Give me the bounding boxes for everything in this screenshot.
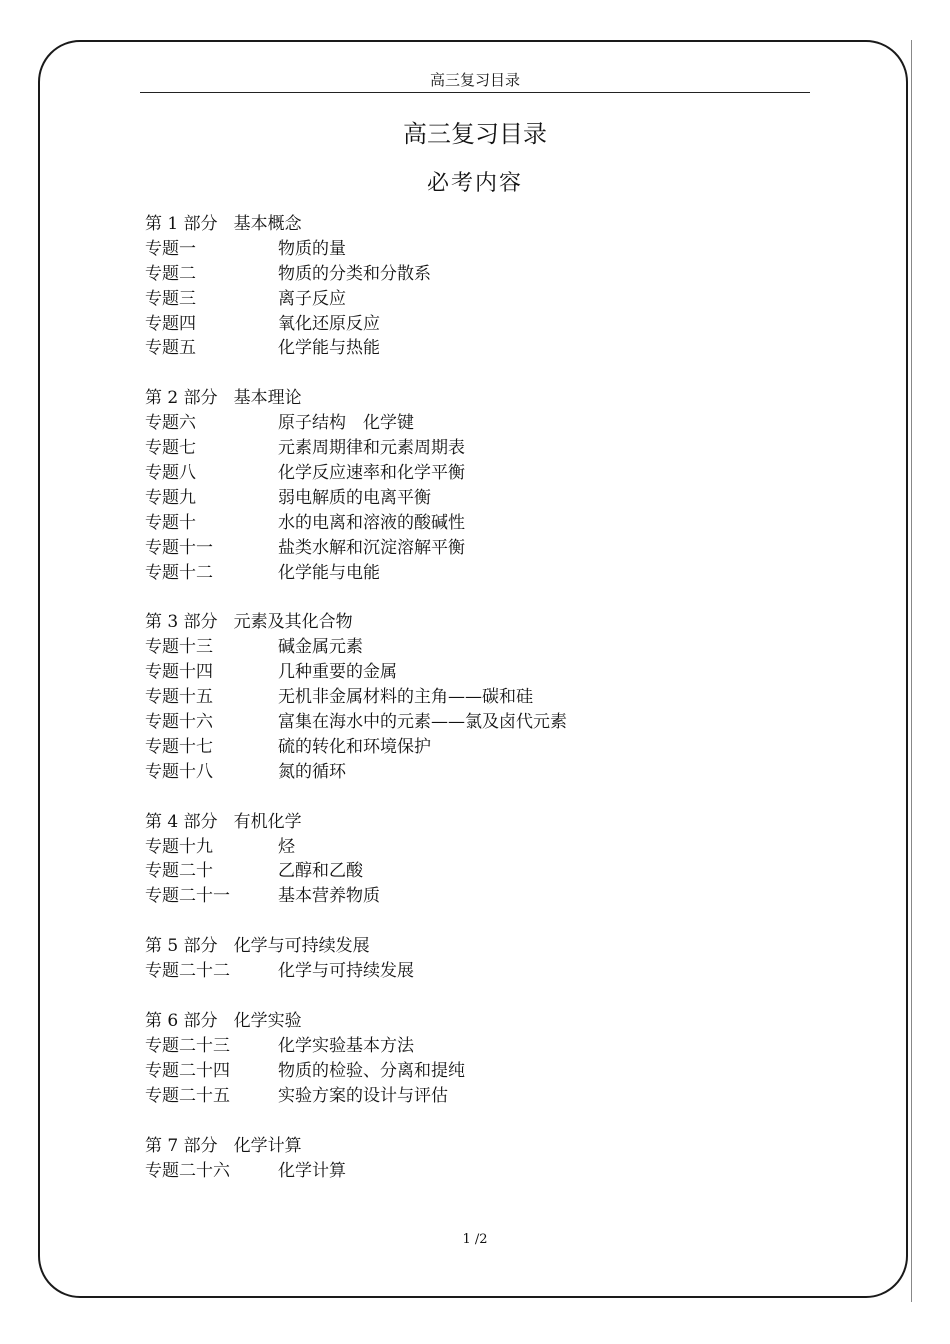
topic-name: 碱金属元素 bbox=[278, 637, 363, 658]
topic-name: 硫的转化和环境保护 bbox=[278, 736, 431, 757]
topic-row bbox=[145, 461, 785, 486]
topic-row bbox=[145, 436, 785, 461]
topic-row bbox=[145, 287, 785, 312]
topic-name: 离子反应 bbox=[278, 288, 346, 309]
part-number: 第 3 部分 bbox=[145, 612, 218, 633]
topic-row bbox=[145, 685, 785, 710]
part-name: 化学实验 bbox=[233, 1011, 302, 1032]
topic-row bbox=[145, 237, 785, 262]
topic-number: 专题十三 bbox=[145, 637, 213, 658]
topic-number: 专题十二 bbox=[145, 562, 213, 583]
table-of-contents bbox=[145, 212, 785, 1208]
topic-number: 专题八 bbox=[145, 463, 196, 484]
topic-number: 专题二十五 bbox=[145, 1085, 230, 1106]
part-number: 第 7 部分 bbox=[145, 1135, 218, 1156]
part-name: 基本理论 bbox=[233, 388, 302, 409]
page-edge-line bbox=[911, 40, 912, 1302]
topic-number: 专题十九 bbox=[145, 836, 213, 857]
topic-name: 氧化还原反应 bbox=[278, 313, 380, 334]
topic-row bbox=[145, 835, 785, 860]
topic-number: 专题二十一 bbox=[145, 886, 230, 907]
topic-row bbox=[145, 859, 785, 884]
topic-number: 专题二 bbox=[145, 263, 196, 284]
topic-number: 专题四 bbox=[145, 313, 196, 334]
topic-name: 氮的循环 bbox=[278, 761, 346, 782]
topic-number: 专题十 bbox=[145, 512, 196, 533]
topic-row bbox=[145, 760, 785, 785]
topic-number: 专题十五 bbox=[145, 687, 213, 708]
running-header: 高三复习目录 bbox=[140, 70, 810, 93]
topic-name: 化学反应速率和化学平衡 bbox=[278, 463, 465, 484]
page-subtitle: 必考内容 bbox=[426, 171, 523, 196]
topic-number: 专题十四 bbox=[145, 662, 213, 683]
part-heading bbox=[145, 386, 785, 411]
topic-name: 化学能与电能 bbox=[278, 562, 380, 583]
topic-number: 专题十一 bbox=[145, 537, 213, 558]
topic-number: 专题二十三 bbox=[145, 1035, 230, 1056]
topic-row bbox=[145, 411, 785, 436]
part-number: 第 4 部分 bbox=[145, 811, 218, 832]
part-heading bbox=[145, 610, 785, 635]
topic-row bbox=[145, 1084, 785, 1109]
toc-section bbox=[145, 934, 785, 984]
part-name: 有机化学 bbox=[233, 811, 302, 832]
topic-row bbox=[145, 884, 785, 909]
toc-section bbox=[145, 610, 785, 784]
topic-row bbox=[145, 1059, 785, 1084]
topic-name: 基本营养物质 bbox=[278, 886, 380, 907]
topic-number: 专题十七 bbox=[145, 736, 213, 757]
topic-name: 元素周期律和元素周期表 bbox=[278, 438, 465, 459]
topic-name: 化学实验基本方法 bbox=[278, 1035, 414, 1056]
topic-name: 富集在海水中的元素——氯及卤代元素 bbox=[278, 712, 567, 733]
topic-number: 专题二十六 bbox=[145, 1160, 230, 1181]
topic-name: 无机非金属材料的主角——碳和硅 bbox=[278, 687, 533, 708]
topic-number: 专题三 bbox=[145, 288, 196, 309]
topic-number: 专题二十二 bbox=[145, 961, 230, 982]
topic-number: 专题十六 bbox=[145, 712, 213, 733]
part-name: 元素及其化合物 bbox=[233, 612, 353, 633]
topic-name: 乙醇和乙酸 bbox=[278, 861, 363, 882]
topic-row bbox=[145, 660, 785, 685]
topic-name: 物质的量 bbox=[278, 238, 346, 259]
topic-row bbox=[145, 336, 785, 361]
topic-row bbox=[145, 536, 785, 561]
part-heading bbox=[145, 1134, 785, 1159]
topic-row bbox=[145, 635, 785, 660]
toc-section bbox=[145, 1134, 785, 1184]
topic-number: 专题十八 bbox=[145, 761, 213, 782]
topic-row bbox=[145, 735, 785, 760]
part-heading bbox=[145, 1009, 785, 1034]
topic-number: 专题一 bbox=[145, 238, 196, 259]
topic-name: 物质的分类和分散系 bbox=[278, 263, 431, 284]
topic-row bbox=[145, 262, 785, 287]
topic-name: 化学与可持续发展 bbox=[278, 961, 414, 982]
toc-section bbox=[145, 212, 785, 361]
toc-section bbox=[145, 386, 785, 585]
topic-name: 化学计算 bbox=[278, 1160, 346, 1181]
topic-row bbox=[145, 959, 785, 984]
part-heading bbox=[145, 934, 785, 959]
topic-name: 物质的检验、分离和提纯 bbox=[278, 1060, 465, 1081]
topic-name: 弱电解质的电离平衡 bbox=[278, 487, 431, 508]
part-heading bbox=[145, 212, 785, 237]
toc-section bbox=[145, 810, 785, 910]
topic-name: 盐类水解和沉淀溶解平衡 bbox=[278, 537, 465, 558]
topic-number: 专题五 bbox=[145, 338, 196, 359]
topic-row bbox=[145, 1159, 785, 1184]
topic-row bbox=[145, 511, 785, 536]
topic-name: 化学能与热能 bbox=[278, 338, 380, 359]
topic-number: 专题二十四 bbox=[145, 1060, 230, 1081]
page-number: 1 /2 bbox=[462, 1232, 488, 1247]
topic-name: 水的电离和溶液的酸碱性 bbox=[278, 512, 465, 533]
part-heading bbox=[145, 810, 785, 835]
part-number: 第 5 部分 bbox=[145, 936, 218, 957]
topic-number: 专题六 bbox=[145, 413, 196, 434]
toc-section bbox=[145, 1009, 785, 1109]
part-number: 第 1 部分 bbox=[145, 214, 218, 234]
part-name: 基本概念 bbox=[233, 214, 302, 234]
topic-name: 几种重要的金属 bbox=[278, 662, 397, 683]
topic-row bbox=[145, 312, 785, 337]
topic-number: 专题九 bbox=[145, 487, 196, 508]
part-number: 第 2 部分 bbox=[145, 388, 218, 409]
topic-row bbox=[145, 1034, 785, 1059]
part-number: 第 6 部分 bbox=[145, 1011, 218, 1032]
topic-row bbox=[145, 710, 785, 735]
topic-name: 实验方案的设计与评估 bbox=[278, 1085, 448, 1106]
topic-row bbox=[145, 561, 785, 586]
page-title: 高三复习目录 bbox=[403, 120, 547, 148]
topic-number: 专题二十 bbox=[145, 861, 213, 882]
topic-row bbox=[145, 486, 785, 511]
topic-number: 专题七 bbox=[145, 438, 196, 459]
topic-name: 烃 bbox=[278, 836, 295, 857]
part-name: 化学计算 bbox=[233, 1135, 302, 1156]
part-name: 化学与可持续发展 bbox=[233, 936, 370, 957]
topic-name: 原子结构 化学键 bbox=[278, 413, 414, 434]
